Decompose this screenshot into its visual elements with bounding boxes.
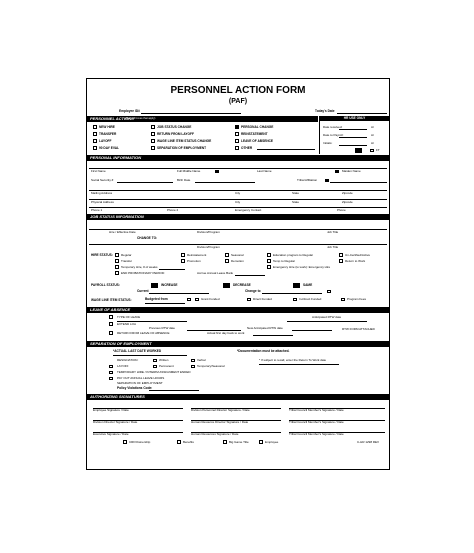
- temporary-seasonal-label: Temporary/Seasonal: [197, 364, 225, 368]
- regular-checkbox[interactable]: [115, 253, 119, 257]
- indirect-funded-label: In-Direct Funded: [299, 297, 322, 301]
- last-date-worked-label: *ACTUAL LAST DATE WORKED: [113, 349, 162, 353]
- personnel-actions-header: PERSONNEL ACTIONS (Mark all boxes that apply): [87, 116, 318, 122]
- paf-form-page: [86, 78, 390, 470]
- todays-date-field[interactable]: [337, 113, 387, 114]
- increase-label: INCREASE: [161, 283, 178, 287]
- new-rtw-label: New Anticipated RTW date: [247, 326, 283, 330]
- transfer-hire-checkbox[interactable]: [115, 259, 119, 263]
- emergency-hire-label: Emergency Hire (to work): Emergency Hire: [273, 265, 331, 269]
- council-signature-label-2: Tribal Council Member's Signature / Date: [289, 420, 344, 424]
- new-hire-label: NEW HIRE: [99, 124, 115, 129]
- personal-information-header: PERSONAL INFORMATION: [87, 155, 389, 161]
- leave-of-absence-header: LEAVE OF ABSENCE: [87, 307, 389, 313]
- hr-ft-label: FT: [376, 148, 380, 152]
- annual-leave-field[interactable]: [235, 275, 265, 276]
- education-to-regular-checkbox[interactable]: [267, 253, 271, 257]
- written-label: Written: [159, 358, 169, 362]
- big-game-title-label: Big Game Title: [229, 440, 249, 444]
- same-label: SAME: [303, 283, 313, 287]
- budgeted-from-checkbox[interactable]: [187, 298, 191, 302]
- change-division-label: Division/Program: [197, 245, 220, 249]
- separation-of-employment-checkbox[interactable]: [151, 146, 155, 150]
- 90-day-eval-label: 90 DAY EVAL: [99, 145, 119, 150]
- benefits-checkbox[interactable]: [177, 440, 181, 444]
- employee-id-field[interactable]: [141, 113, 241, 114]
- hire-effective-date-label: Hire / Effective Date: [109, 230, 136, 234]
- education-to-regular-label: Education program to Regular: [273, 253, 314, 257]
- type-of-leave-label: TYPE OF LEAVE: [117, 315, 141, 319]
- job-title-label: Job Title: [327, 230, 339, 234]
- first-day-back-field[interactable]: [253, 335, 293, 336]
- 90-day-eval-checkbox[interactable]: [93, 146, 97, 150]
- pay-out-leave-label: PAY OUT ANNUAL LEAVE HOURS: [117, 376, 165, 380]
- form-subtitle: (PAF): [228, 98, 248, 105]
- physical-address-label: Physical Address: [91, 200, 114, 204]
- separation-header: SEPARATION OF EMPLOYMENT: [87, 341, 389, 347]
- other-field[interactable]: [257, 149, 315, 150]
- temporary-seasonal-checkbox[interactable]: [191, 365, 195, 369]
- tribal-black-box: [325, 179, 329, 183]
- indirect-funded-checkbox[interactable]: [293, 298, 297, 302]
- mailing-zipcode-label: Zipcode: [342, 191, 353, 195]
- hr-director-signature-label: Human Resource Director Signature / Date: [191, 420, 249, 424]
- reinstatement-hire-checkbox[interactable]: [181, 253, 185, 257]
- wage-line-status-change-label: WAGE LINE ITEM STATUS CHANGE: [157, 138, 212, 143]
- first-day-back-label: Actual first day back to work: [207, 331, 245, 335]
- seasonal-checkbox[interactable]: [225, 253, 229, 257]
- other-checkbox[interactable]: [235, 146, 239, 150]
- tribal-affiliation-label: Tribal Affiliation: [297, 178, 318, 182]
- change-job-title-label: Job Title: [327, 245, 339, 249]
- ssn-field[interactable]: [117, 182, 173, 183]
- temp-hire-ended-label: TEMPORARY HIRE / INTERIM ASSIGNMENT ENDED: [117, 370, 191, 374]
- return-to-work-label: Return to Work: [345, 259, 366, 263]
- reinstatement-label: REINSTATEMENT: [241, 131, 268, 136]
- leave-of-absence-checkbox[interactable]: [235, 139, 239, 143]
- leave-of-absence-label: LEAVE OF ABSENCE: [241, 138, 274, 143]
- hr-black-box-1: [355, 148, 362, 153]
- seasonal-label: Seasonal: [231, 253, 244, 257]
- resignation-label: RESIGNATION:: [117, 358, 139, 362]
- transfer-label: TRANSFER: [99, 131, 117, 136]
- executive-signature-label: Executive Signature / Date: [93, 432, 129, 436]
- wage-line-label: WAGE LINE ITEM STATUS:: [91, 298, 132, 302]
- hr-right-label-2: Ar: [371, 133, 374, 137]
- temp-to-regular-label: Temp to Regular: [273, 259, 296, 263]
- recall-rtw-field[interactable]: [259, 364, 339, 365]
- extend-loa-label: EXTEND LOA: [117, 322, 137, 326]
- payroll-current-field[interactable]: [149, 293, 209, 294]
- reinstatement-hire-label: Reinstatement: [187, 253, 207, 257]
- direct-funded-checkbox[interactable]: [247, 298, 251, 302]
- layoff-sep-checkbox[interactable]: [109, 365, 113, 369]
- temporary-hire-label: Temporary Hire, # of weeks: [121, 265, 158, 269]
- uncertified-checkbox[interactable]: [339, 253, 343, 257]
- temp-hire-ended-checkbox[interactable]: [109, 371, 113, 375]
- program-fees-checkbox[interactable]: [341, 298, 345, 302]
- council-signature-label-3: Tribal Council Member's Signature / Date: [289, 432, 344, 436]
- direct-funded-label: Direct Funded: [253, 297, 272, 301]
- separation-of-employment-label: SEPARATION OF EMPLOYMENT: [157, 145, 207, 150]
- tribal-affiliation-field[interactable]: [330, 182, 387, 183]
- physical-state-label: State: [292, 200, 300, 204]
- phone-2-label: Phone 2: [167, 208, 179, 212]
- mailing-address-label: Mailing Address: [91, 191, 113, 195]
- extend-loa-checkbox[interactable]: [109, 322, 113, 326]
- birth-date-field[interactable]: [195, 182, 255, 183]
- physical-zipcode-label: Zipcode: [342, 200, 353, 204]
- decrease-checkbox[interactable]: [223, 283, 230, 288]
- separation-employment-label: SEPARATION OF EMPLOYMENT: [117, 381, 163, 385]
- middle-name-label: Full Middle Name: [177, 169, 201, 173]
- new-hire-checkbox[interactable]: [93, 125, 97, 129]
- wage-line-status-change-checkbox[interactable]: [151, 139, 155, 143]
- division-program-label: Division/Program: [197, 230, 220, 234]
- phone-1-label: Phone 1: [91, 208, 103, 212]
- benefits-label: Benefits: [183, 440, 194, 444]
- hr-right-label-1: Ar: [371, 125, 374, 129]
- hr-initials-field[interactable]: [339, 145, 367, 146]
- layoff-checkbox[interactable]: [93, 139, 97, 143]
- hr-date-payroll-label: Date to Payroll:: [323, 133, 344, 137]
- division-director-signature-label: Division Director Signature / Date: [93, 420, 138, 424]
- big-game-title-checkbox[interactable]: [223, 440, 227, 444]
- employee-copy-label: Employee: [265, 440, 279, 444]
- todays-date-label: Today's Date: [315, 109, 335, 113]
- employee-signature-label: Employee Signature / Date: [93, 408, 129, 412]
- reinstatement-checkbox[interactable]: [235, 132, 239, 136]
- temporary-hire-checkbox[interactable]: [115, 265, 119, 269]
- change-to-label: CHANGE TO:: [137, 236, 158, 240]
- anticipated-rtw-label: Anticipated RTW date: [312, 315, 342, 319]
- first-name-label: First Name: [91, 169, 106, 173]
- last-date-worked-field[interactable]: [113, 355, 187, 356]
- verbal-checkbox[interactable]: [191, 359, 195, 363]
- change-to-row-line: [89, 244, 387, 245]
- layoff-sep-label: LAYOFF: [117, 364, 129, 368]
- budgeted-from-label: Budgeted from: [145, 297, 168, 301]
- physical-city-label: City: [235, 200, 241, 204]
- recall-note: * If subject to recall, enter the Return To Work date: [259, 358, 327, 362]
- same-checkbox[interactable]: [293, 283, 300, 288]
- crf-ownership-label: CRF/Ownership: [129, 440, 151, 444]
- transfer-hire-label: Transfer: [121, 259, 133, 263]
- division-personnel-signature-label: Division Personnel Director Signature / Date: [191, 408, 250, 412]
- end-probation-checkbox[interactable]: [115, 271, 119, 275]
- hire-status-label: HIRE STATUS:: [91, 253, 113, 257]
- personal-change-checkbox[interactable]: [235, 125, 239, 129]
- form-number: C-HR 1298 REV: [357, 440, 380, 444]
- promotion-label: Promotion: [187, 259, 201, 263]
- personal-change-label: PERSONAL CHANGE: [241, 124, 274, 129]
- layoff-label: LAYOFF: [99, 138, 112, 143]
- temp-weeks-field[interactable]: [159, 269, 185, 270]
- type-of-leave-checkbox[interactable]: [109, 315, 113, 319]
- hr-date-payroll-field[interactable]: [339, 137, 367, 138]
- name-black-box-2: [335, 170, 339, 174]
- policy-violations-field[interactable]: [149, 390, 199, 391]
- mailing-city-label: City: [235, 191, 241, 195]
- promotion-checkbox[interactable]: [181, 259, 185, 263]
- demotion-checkbox[interactable]: [225, 259, 229, 263]
- transfer-checkbox[interactable]: [93, 132, 97, 136]
- name-black-box-1: [215, 170, 219, 174]
- hr-date-received-field[interactable]: [339, 129, 367, 130]
- return-from-layoff-checkbox[interactable]: [151, 132, 155, 136]
- rtw-form-attached-label: RTW FORM ATTACHED: [342, 327, 375, 331]
- employee-id-label: Employee ID#: [119, 109, 140, 113]
- permanent-checkbox[interactable]: [153, 365, 157, 369]
- new-rtw-field[interactable]: [292, 330, 332, 331]
- hr-date-received-label: Date received:: [323, 125, 343, 129]
- hr-initials-label: Initials:: [323, 141, 333, 145]
- maiden-name-label: Maiden Name: [342, 169, 361, 173]
- crf-ownership-checkbox[interactable]: [123, 440, 127, 444]
- mailing-state-label: State: [292, 191, 300, 195]
- return-from-loa-label: RETURN FROM LEAVE OF ABSENCE: [117, 331, 170, 335]
- previous-rtw-label: Previous RTW date: [149, 326, 175, 330]
- return-from-layoff-label: RETURN FROM LAYOFF: [157, 131, 194, 136]
- documentation-note: *Documentation must be attached.: [237, 349, 290, 353]
- ssn-label: Social Security #: [91, 178, 114, 182]
- budgeted-from-field[interactable]: [145, 303, 185, 304]
- grant-funded-label: Grant Funded: [201, 297, 220, 301]
- hr-ft-checkbox[interactable]: [370, 149, 374, 153]
- payroll-change-field[interactable]: [262, 293, 322, 294]
- hr-use-only-header: HR USE ONLY: [320, 116, 389, 121]
- council-signature-label-1: Tribal Council Member's Signature / Date: [289, 408, 344, 412]
- emergency-hire-checkbox[interactable]: [267, 265, 271, 269]
- grant-funded-checkbox[interactable]: [195, 298, 199, 302]
- pay-out-leave-checkbox[interactable]: [109, 377, 113, 381]
- annual-leave-label: Accrue Annual Leave Bank: [197, 271, 234, 275]
- form-title: PERSONNEL ACTION FORM: [170, 85, 306, 96]
- decrease-label: DECREASE: [233, 283, 251, 287]
- job-status-header: JOB STATUS INFORMATION: [87, 214, 389, 220]
- hr-box-border: [319, 116, 320, 154]
- birth-date-label: Birth Date: [177, 178, 191, 182]
- last-name-label: Last Name: [257, 169, 272, 173]
- emergency-phone-label: Phone: [337, 208, 346, 212]
- job-status-change-checkbox[interactable]: [151, 125, 155, 129]
- verbal-label: Verbal: [197, 358, 206, 362]
- regular-label: Regular: [121, 253, 132, 257]
- other-label: OTHER: [241, 145, 253, 150]
- return-from-loa-checkbox[interactable]: [109, 331, 113, 335]
- uncertified-label: Un-Certified/Active: [345, 253, 371, 257]
- policy-violations-label: Policy Violations Code:: [117, 386, 153, 390]
- anticipated-rtw-field[interactable]: [287, 321, 367, 322]
- demotion-label: Demotion: [231, 259, 244, 263]
- increase-checkbox[interactable]: [151, 283, 158, 288]
- payroll-change-label: Change to: [245, 289, 261, 293]
- end-probation-label: END PROBATIONARY PERIOD:: [121, 271, 165, 275]
- payroll-current-label: Current: [137, 289, 149, 293]
- hr-signature-label: Human Resources Signature / Date: [191, 432, 239, 436]
- job-status-change-label: JOB STATUS CHANGE: [157, 124, 192, 129]
- temp-to-regular-checkbox[interactable]: [267, 259, 271, 263]
- payroll-status-label: PAYROLL STATUS:: [91, 283, 120, 287]
- emergency-contact-label: Emergency Contact: [235, 208, 262, 212]
- signatures-header: AUTHORIZING SIGNATURES: [87, 394, 389, 400]
- permanent-label: Permanent: [159, 364, 174, 368]
- employee-copy-checkbox[interactable]: [259, 440, 263, 444]
- program-fees-label: Program Fees: [347, 297, 367, 301]
- hr-right-label-3: Ar: [371, 141, 374, 145]
- payroll-extra-checkbox[interactable]: [327, 290, 331, 294]
- written-checkbox[interactable]: [153, 359, 157, 363]
- return-to-work-checkbox[interactable]: [339, 259, 343, 263]
